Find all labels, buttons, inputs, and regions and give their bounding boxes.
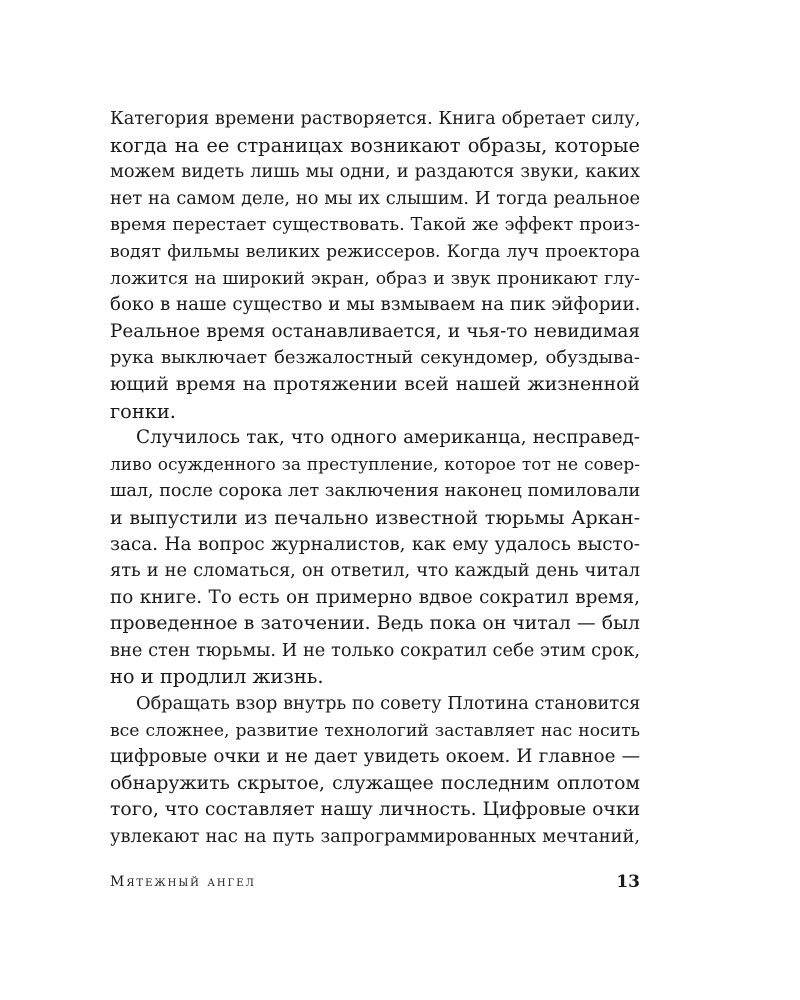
text-line: нет на самом деле, но мы их слышим. И тогда реальное: [110, 187, 640, 209]
text-line: вне стен тюрьмы. И не только сократил себе этим срок,: [110, 639, 640, 661]
body-text: [110, 106, 640, 851]
page-number: 13: [616, 872, 640, 892]
text-line: и выпустили из печально известной тюрьмы Аркан-: [110, 506, 640, 529]
page-footer: [110, 872, 640, 896]
text-line: проведенное в заточении. Ведь пока он читал — был: [110, 613, 640, 635]
paragraph: [110, 106, 640, 425]
text-line: рука выключает безжалостный секундомер, обуздыва-: [110, 347, 640, 369]
text-line: водят фильмы великих режиссеров. Когда луч проектора: [110, 241, 640, 262]
text-line: Реальное время останавливается, и чья-то невидимая: [110, 320, 640, 342]
text-line: гонки.: [110, 399, 176, 423]
text-line: шал, после сорока лет заключения наконец помиловали: [110, 481, 641, 502]
text-line: когда на ее страницах возникают образы, которые: [110, 133, 640, 157]
text-line: Случилось так, что одного американца, несправед-: [136, 427, 640, 449]
text-line: увлекают нас на путь запрограммированных мечтаний,: [110, 826, 640, 848]
text-line: Обращать взор внутрь по совету Плотина становится: [136, 693, 641, 715]
running-head: Мятежный ангел: [110, 874, 256, 890]
text-line: обнаружить скрытое, служащее последним оплотом: [110, 772, 640, 794]
text-line: ложится на широкий экран, образ и звук проникают глу-: [110, 268, 640, 289]
text-line: но и продлил жизнь.: [110, 665, 324, 689]
text-line: заса. На вопрос журналистов, как ему удалось высто-: [110, 533, 640, 555]
text-line: время перестает существовать. Такой же эффект произ-: [110, 215, 640, 236]
text-line: Категория времени растворяется. Книга обретает силу,: [110, 108, 641, 129]
text-line: того, что составляет нашу личность. Цифровые очки: [110, 799, 641, 821]
paragraph: [110, 691, 640, 851]
text-line: цифровые очки и не дает увидеть окоем. И главное —: [110, 746, 640, 768]
text-line: все сложнее, развитие технологий заставляет нас носить: [110, 720, 640, 741]
text-line: боко в наше существо и мы взмываем на пик эйфории.: [110, 294, 641, 316]
text-line: можем видеть лишь мы одни, и раздаются звуки, каких: [110, 161, 640, 183]
text-line: ющий время на протяжении всей нашей жизненной: [110, 373, 640, 395]
text-line: по книге. То есть он примерно вдвое сократил время,: [110, 586, 640, 608]
paragraph: [110, 425, 640, 691]
text-line: ливо осужденного за преступление, которое тот не совер-: [110, 454, 640, 475]
text-line: ять и не сломаться, он ответил, что каждый день читал: [110, 560, 640, 582]
